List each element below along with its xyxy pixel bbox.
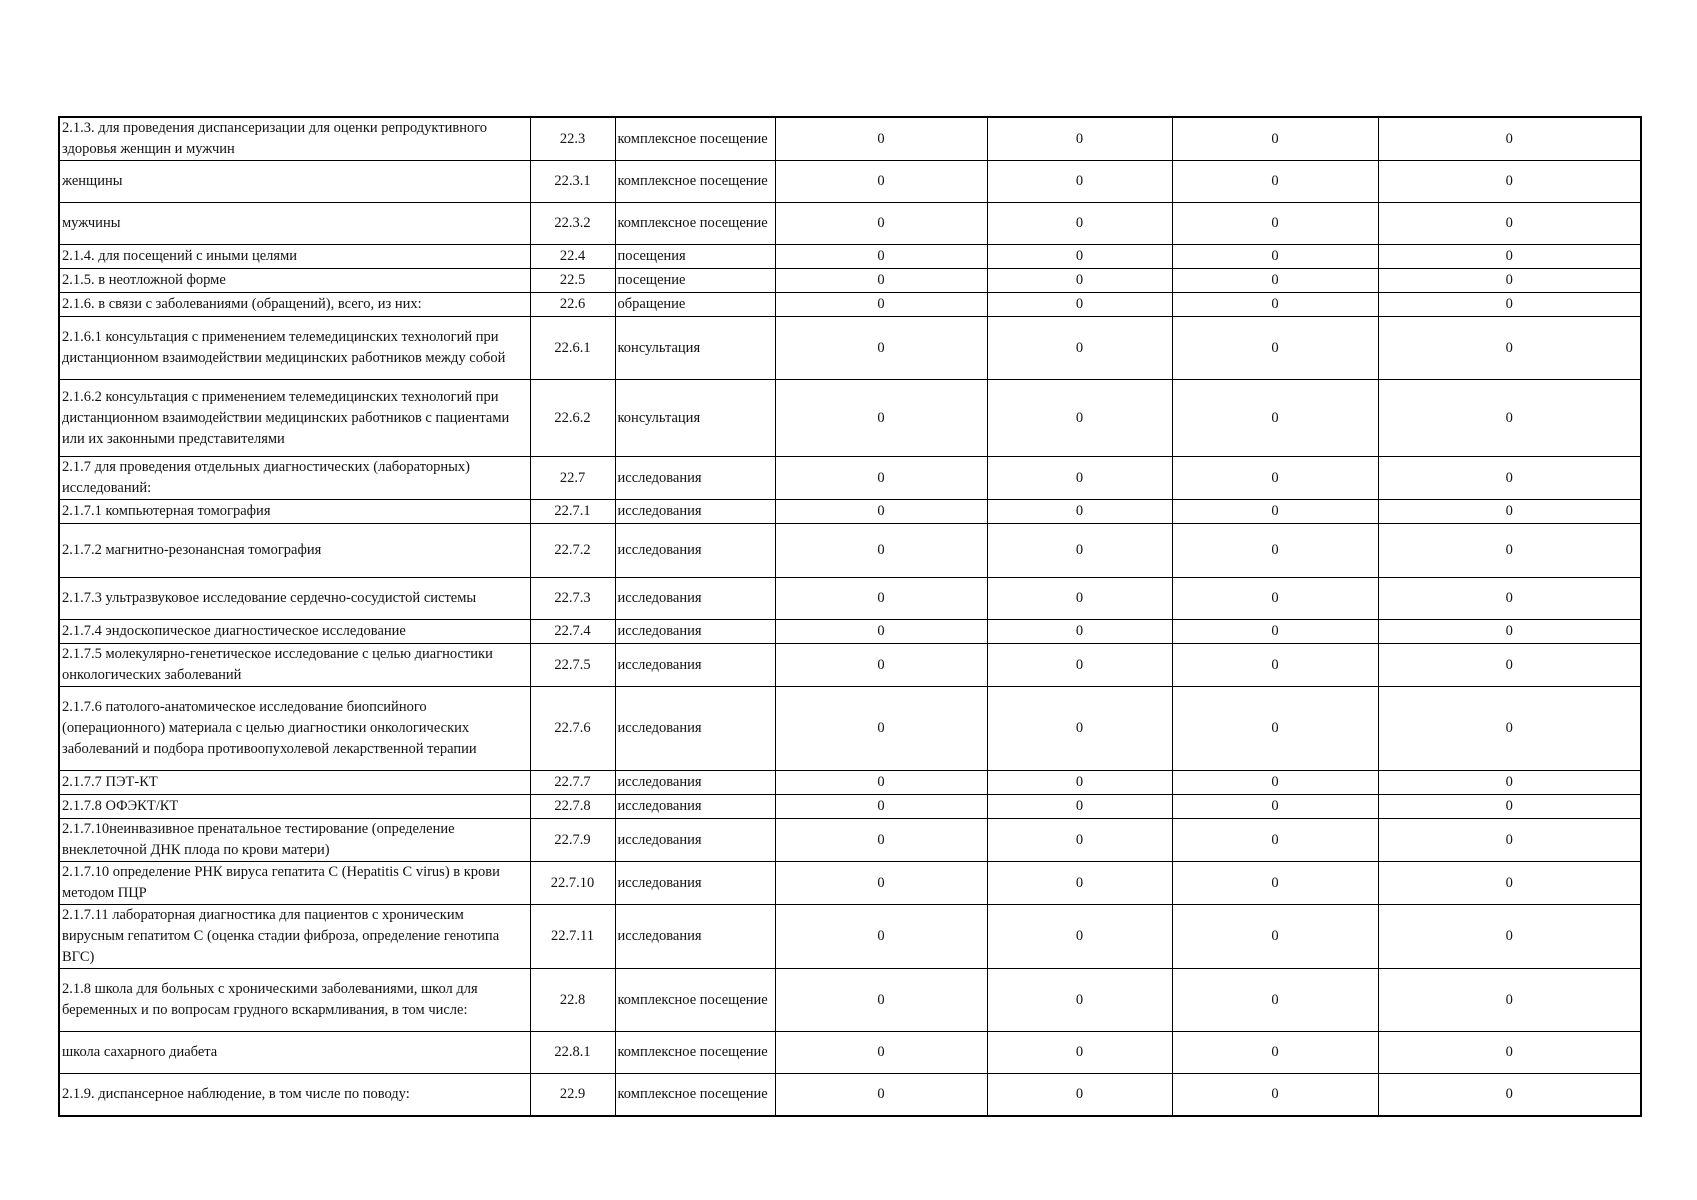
table-row: [59, 500, 1641, 524]
row-code-cell: 22.5: [530, 269, 615, 293]
row-value-cell: 0: [775, 1074, 987, 1116]
row-unit-cell: консультация: [615, 380, 775, 457]
row-value-cell: 0: [1172, 620, 1378, 644]
row-unit-cell: исследования: [615, 795, 775, 819]
row-value-cell: 0: [987, 293, 1172, 317]
row-name-cell: 2.1.7 для проведения отдельных диагностических (лабораторных) исследований:: [59, 457, 530, 500]
row-name-cell: 2.1.7.3 ультразвуковое исследование сердечно-сосудистой системы: [59, 578, 530, 620]
row-code-cell: 22.3.2: [530, 203, 615, 245]
row-unit-cell: исследования: [615, 905, 775, 969]
row-value-cell: 0: [1378, 380, 1641, 457]
row-value-cell: 0: [775, 578, 987, 620]
row-unit-cell: исследования: [615, 687, 775, 771]
row-value-cell: 0: [987, 644, 1172, 687]
row-value-cell: 0: [775, 1032, 987, 1074]
row-value-cell: 0: [1378, 819, 1641, 862]
row-value-cell: 0: [1378, 905, 1641, 969]
row-code-cell: 22.7.1: [530, 500, 615, 524]
table-row: [59, 457, 1641, 500]
row-name-cell: 2.1.5. в неотложной форме: [59, 269, 530, 293]
row-code-cell: 22.7: [530, 457, 615, 500]
row-value-cell: 0: [1378, 500, 1641, 524]
row-value-cell: 0: [775, 245, 987, 269]
row-code-cell: 22.7.6: [530, 687, 615, 771]
row-name-cell: 2.1.7.7 ПЭТ-КТ: [59, 771, 530, 795]
row-value-cell: 0: [775, 500, 987, 524]
row-value-cell: 0: [987, 795, 1172, 819]
row-code-cell: 22.3.1: [530, 161, 615, 203]
table-row: [59, 317, 1641, 380]
row-value-cell: 0: [775, 969, 987, 1032]
row-value-cell: 0: [775, 117, 987, 161]
row-value-cell: 0: [775, 203, 987, 245]
row-name-cell: 2.1.7.1 компьютерная томография: [59, 500, 530, 524]
row-value-cell: 0: [987, 269, 1172, 293]
row-name-cell: 2.1.3. для проведения диспансеризации для оценки репродуктивного здоровья женщин и мужчин: [59, 117, 530, 161]
row-unit-cell: консультация: [615, 317, 775, 380]
row-value-cell: 0: [1378, 203, 1641, 245]
data-table: [58, 116, 1642, 1117]
row-value-cell: 0: [775, 687, 987, 771]
row-value-cell: 0: [775, 161, 987, 203]
row-value-cell: 0: [987, 245, 1172, 269]
row-value-cell: 0: [1172, 1032, 1378, 1074]
row-name-cell: 2.1.9. диспансерное наблюдение, в том числе по поводу:: [59, 1074, 530, 1116]
row-value-cell: 0: [775, 795, 987, 819]
row-value-cell: 0: [1378, 795, 1641, 819]
row-name-cell: 2.1.7.2 магнитно-резонансная томография: [59, 524, 530, 578]
row-name-cell: 2.1.4. для посещений с иными целями: [59, 245, 530, 269]
row-value-cell: 0: [1378, 524, 1641, 578]
row-value-cell: 0: [987, 969, 1172, 1032]
row-value-cell: 0: [987, 317, 1172, 380]
row-code-cell: 22.3: [530, 117, 615, 161]
row-unit-cell: исследования: [615, 862, 775, 905]
row-name-cell: женщины: [59, 161, 530, 203]
table-row: [59, 245, 1641, 269]
row-value-cell: 0: [1378, 687, 1641, 771]
row-value-cell: 0: [1172, 644, 1378, 687]
row-code-cell: 22.7.5: [530, 644, 615, 687]
row-value-cell: 0: [987, 1032, 1172, 1074]
row-value-cell: 0: [1378, 457, 1641, 500]
row-value-cell: 0: [1172, 161, 1378, 203]
row-value-cell: 0: [1378, 1032, 1641, 1074]
row-value-cell: 0: [1172, 380, 1378, 457]
row-value-cell: 0: [1172, 317, 1378, 380]
row-value-cell: 0: [1378, 117, 1641, 161]
row-value-cell: 0: [1172, 819, 1378, 862]
row-name-cell: 2.1.7.4 эндоскопическое диагностическое исследование: [59, 620, 530, 644]
row-value-cell: 0: [987, 380, 1172, 457]
row-value-cell: 0: [987, 117, 1172, 161]
row-name-cell: мужчины: [59, 203, 530, 245]
row-value-cell: 0: [1378, 293, 1641, 317]
row-code-cell: 22.7.3: [530, 578, 615, 620]
table-row: [59, 524, 1641, 578]
row-value-cell: 0: [1172, 245, 1378, 269]
row-unit-cell: комплексное посещение: [615, 117, 775, 161]
row-code-cell: 22.8: [530, 969, 615, 1032]
row-value-cell: 0: [987, 578, 1172, 620]
row-value-cell: 0: [775, 380, 987, 457]
row-value-cell: 0: [1172, 457, 1378, 500]
row-unit-cell: комплексное посещение: [615, 203, 775, 245]
row-value-cell: 0: [775, 457, 987, 500]
row-value-cell: 0: [987, 771, 1172, 795]
row-unit-cell: комплексное посещение: [615, 161, 775, 203]
row-value-cell: 0: [775, 771, 987, 795]
row-value-cell: 0: [1172, 969, 1378, 1032]
row-code-cell: 22.7.8: [530, 795, 615, 819]
row-name-cell: 2.1.7.10 определение РНК вируса гепатита С (Hepatitis C virus) в крови методом ПЦР: [59, 862, 530, 905]
table-row: [59, 862, 1641, 905]
row-value-cell: 0: [1378, 317, 1641, 380]
row-unit-cell: исследования: [615, 771, 775, 795]
row-value-cell: 0: [775, 905, 987, 969]
table-row: [59, 969, 1641, 1032]
row-value-cell: 0: [1378, 245, 1641, 269]
row-value-cell: 0: [775, 620, 987, 644]
row-code-cell: 22.7.10: [530, 862, 615, 905]
table-row: [59, 620, 1641, 644]
row-value-cell: 0: [775, 317, 987, 380]
row-code-cell: 22.6: [530, 293, 615, 317]
table-row: [59, 161, 1641, 203]
row-value-cell: 0: [987, 203, 1172, 245]
row-value-cell: 0: [987, 862, 1172, 905]
row-value-cell: 0: [1172, 578, 1378, 620]
row-name-cell: 2.1.6.1 консультация с применением телемедицинских технологий при дистанционном взаимодействии медицинских работников между собой: [59, 317, 530, 380]
row-value-cell: 0: [1378, 269, 1641, 293]
row-value-cell: 0: [1172, 117, 1378, 161]
row-value-cell: 0: [1172, 269, 1378, 293]
row-name-cell: школа сахарного диабета: [59, 1032, 530, 1074]
row-code-cell: 22.6.1: [530, 317, 615, 380]
row-code-cell: 22.4: [530, 245, 615, 269]
row-value-cell: 0: [987, 687, 1172, 771]
row-unit-cell: обращение: [615, 293, 775, 317]
row-unit-cell: исследования: [615, 620, 775, 644]
row-unit-cell: исследования: [615, 500, 775, 524]
row-code-cell: 22.7.4: [530, 620, 615, 644]
row-value-cell: 0: [1172, 905, 1378, 969]
row-value-cell: 0: [1378, 620, 1641, 644]
table-row: [59, 203, 1641, 245]
row-value-cell: 0: [775, 644, 987, 687]
row-unit-cell: комплексное посещение: [615, 1032, 775, 1074]
table-row: [59, 771, 1641, 795]
row-value-cell: 0: [1378, 969, 1641, 1032]
table-row: [59, 380, 1641, 457]
row-unit-cell: комплексное посещение: [615, 1074, 775, 1116]
row-name-cell: 2.1.7.11 лабораторная диагностика для пациентов с хроническим вирусным гепатитом С (оценка стадии фиброза, определение генотипа ВГС): [59, 905, 530, 969]
row-unit-cell: исследования: [615, 524, 775, 578]
row-value-cell: 0: [1172, 524, 1378, 578]
row-value-cell: 0: [1172, 293, 1378, 317]
table-row: [59, 644, 1641, 687]
row-unit-cell: посещение: [615, 269, 775, 293]
row-unit-cell: исследования: [615, 457, 775, 500]
row-code-cell: 22.7.11: [530, 905, 615, 969]
row-value-cell: 0: [775, 293, 987, 317]
row-value-cell: 0: [987, 819, 1172, 862]
row-value-cell: 0: [1172, 862, 1378, 905]
row-value-cell: 0: [775, 819, 987, 862]
row-value-cell: 0: [1172, 1074, 1378, 1116]
table-row: [59, 687, 1641, 771]
row-name-cell: 2.1.8 школа для больных с хроническими заболеваниями, школ для беременных и по вопросам грудного вскармливания, в том числе:: [59, 969, 530, 1032]
row-value-cell: 0: [775, 269, 987, 293]
row-value-cell: 0: [1378, 161, 1641, 203]
row-unit-cell: исследования: [615, 819, 775, 862]
table-row: [59, 905, 1641, 969]
row-value-cell: 0: [1378, 862, 1641, 905]
row-name-cell: 2.1.7.6 патолого-анатомическое исследование биопсийного (операционного) материала с целью диагностики онкологических заболеваний и подбора противоопухолевой лекарственной терапии: [59, 687, 530, 771]
row-value-cell: 0: [1378, 578, 1641, 620]
row-value-cell: 0: [987, 1074, 1172, 1116]
row-name-cell: 2.1.7.10неинвазивное пренатальное тестирование (определение внеклеточной ДНК плода по крови матери): [59, 819, 530, 862]
row-value-cell: 0: [1172, 795, 1378, 819]
row-name-cell: 2.1.7.8 ОФЭКТ/КТ: [59, 795, 530, 819]
table-row: [59, 578, 1641, 620]
row-value-cell: 0: [987, 500, 1172, 524]
row-code-cell: 22.7.2: [530, 524, 615, 578]
row-value-cell: 0: [1172, 203, 1378, 245]
row-code-cell: 22.7.9: [530, 819, 615, 862]
row-value-cell: 0: [987, 457, 1172, 500]
table-row: [59, 1032, 1641, 1074]
row-value-cell: 0: [1378, 771, 1641, 795]
row-value-cell: 0: [987, 161, 1172, 203]
row-name-cell: 2.1.7.5 молекулярно-генетическое исследование с целью диагностики онкологических заболеваний: [59, 644, 530, 687]
table-row: [59, 117, 1641, 161]
table-row: [59, 819, 1641, 862]
row-unit-cell: исследования: [615, 644, 775, 687]
row-code-cell: 22.8.1: [530, 1032, 615, 1074]
row-value-cell: 0: [1172, 500, 1378, 524]
table-row: [59, 1074, 1641, 1116]
row-value-cell: 0: [1172, 687, 1378, 771]
table-row: [59, 269, 1641, 293]
row-code-cell: 22.7.7: [530, 771, 615, 795]
table-body: [59, 117, 1641, 1116]
row-value-cell: 0: [987, 905, 1172, 969]
row-unit-cell: посещения: [615, 245, 775, 269]
row-value-cell: 0: [1172, 771, 1378, 795]
row-value-cell: 0: [987, 620, 1172, 644]
row-code-cell: 22.6.2: [530, 380, 615, 457]
row-value-cell: 0: [987, 524, 1172, 578]
row-unit-cell: комплексное посещение: [615, 969, 775, 1032]
row-value-cell: 0: [775, 862, 987, 905]
row-value-cell: 0: [775, 524, 987, 578]
row-value-cell: 0: [1378, 644, 1641, 687]
row-code-cell: 22.9: [530, 1074, 615, 1116]
table-row: [59, 293, 1641, 317]
row-value-cell: 0: [1378, 1074, 1641, 1116]
row-name-cell: 2.1.6.2 консультация с применением телемедицинских технологий при дистанционном взаимодействии медицинских работников с пациентами или их законными представителями: [59, 380, 530, 457]
table-row: [59, 795, 1641, 819]
row-name-cell: 2.1.6. в связи с заболеваниями (обращений), всего, из них:: [59, 293, 530, 317]
row-unit-cell: исследования: [615, 578, 775, 620]
